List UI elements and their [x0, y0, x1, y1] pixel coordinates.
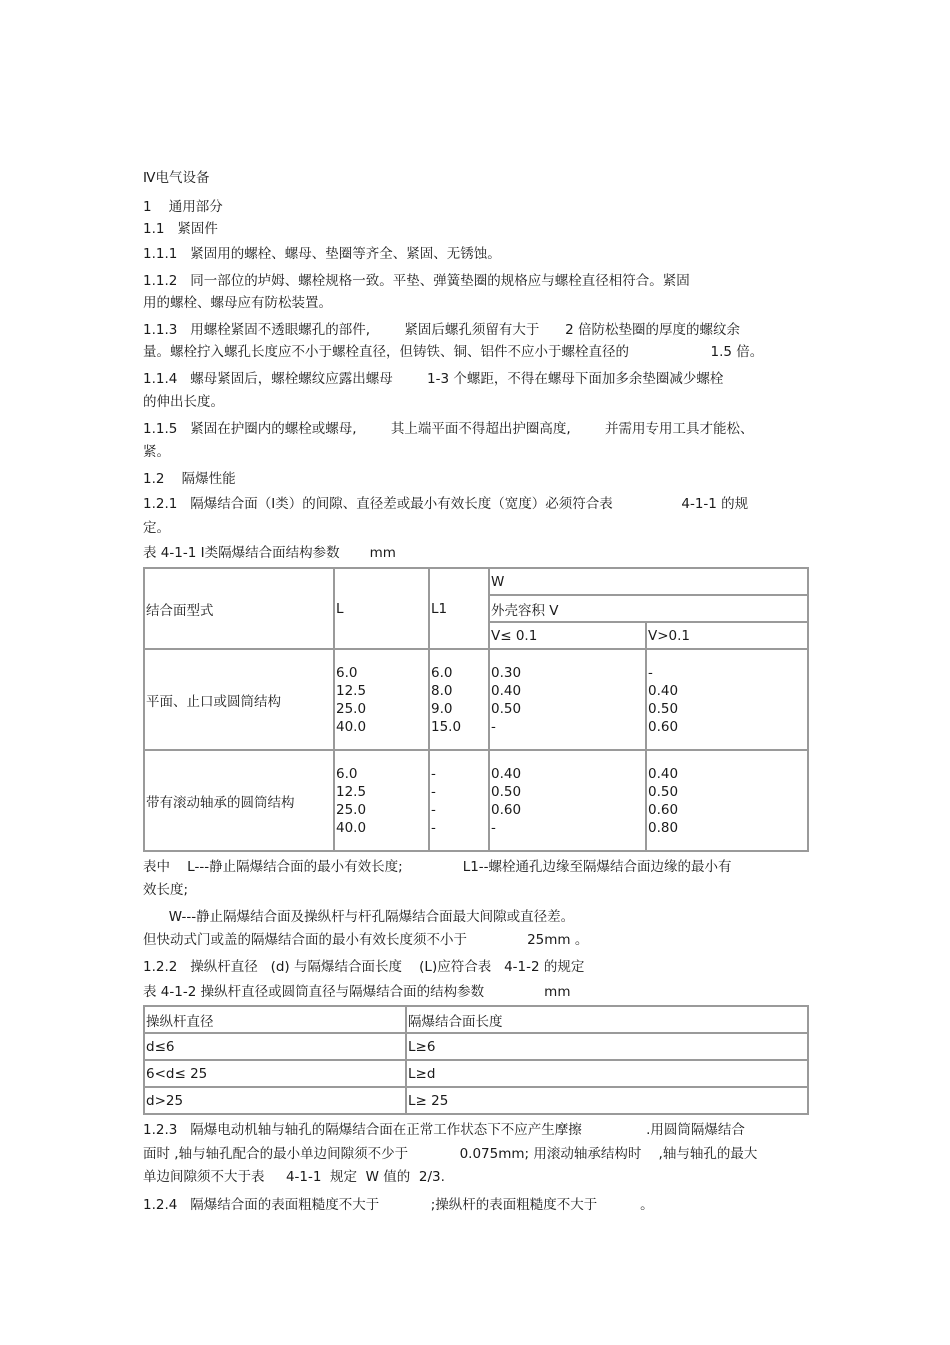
table-note-line2: 效长度;: [143, 882, 189, 898]
cell-w-small: 0.30: [491, 664, 522, 681]
paragraph-1-1-3-line1: 1.1.3 用螺栓紧固不透眼螺孔的部件, 紧固后螺孔须留有大于 2 倍防松垫圈的厚度的螺纹余: [143, 322, 740, 338]
cell-L: 40.0: [336, 718, 367, 735]
table-4-1-1-caption: 表 4-1-1 Ⅰ类隔爆结合面结构参数 mm: [143, 545, 396, 561]
cell-w-large: 0.50: [648, 700, 679, 717]
cell-L1: -: [431, 783, 436, 800]
paragraph-1-1-4-line2: 的伸出长度。: [143, 394, 224, 410]
paragraph-1-1-3-line2: 量。螺栓拧入螺孔长度应不小于螺栓直径，但铸铁、铜、铝件不应小于螺栓直径的 1.5 倍。: [143, 344, 764, 360]
group-name: 平面、止口或圆筒结构: [144, 649, 334, 750]
table-4-1-2-caption: 表 4-1-2 操纵杆直径或圆筒直径与隔爆结合面的结构参数 mm: [143, 984, 571, 1000]
table-row: [144, 1087, 808, 1114]
header-joint-type: 结合面型式: [144, 568, 334, 649]
header-L1: L1: [429, 568, 489, 649]
header-W: W: [489, 568, 808, 595]
cell-w-large: 0.40: [648, 765, 679, 782]
section-title-1: 1 通用部分: [143, 199, 223, 215]
header-volume-small: V≤ 0.1: [489, 622, 646, 649]
paragraph-1-2-1-line2: 定。: [143, 520, 170, 536]
header-joint-length: 隔爆结合面长度: [406, 1006, 808, 1033]
paragraph-1-2-3-line2: 面时 ,轴与轴孔配合的最小单边间隙须不少于 0.075mm; 用滚动轴承结构时 ,轴与轴孔的最大: [143, 1146, 758, 1162]
cell-L: 40.0: [336, 819, 367, 836]
cell-w-small: 0.40: [491, 682, 522, 699]
header-L: L: [334, 568, 429, 649]
table-note-line4: 但快动式门或盖的隔爆结合面的最小有效长度须不小于 25mm 。: [143, 932, 589, 948]
paragraph-1-2-3-line3: 单边间隙须不大于表 4-1-1 规定 W 值的 2/3.: [143, 1169, 445, 1185]
section-heading: Ⅳ电气设备: [143, 170, 210, 186]
cell-L1: -: [431, 801, 436, 818]
table-note-line1: 表中 L---静止隔爆结合面的最小有效长度; L1--螺栓通孔边缘至隔爆结合面边缘的最小有: [143, 859, 732, 875]
table-header-row: [144, 1006, 808, 1033]
cell-L1: 9.0: [431, 700, 453, 717]
cell-w-small: 0.60: [491, 801, 522, 818]
cell-L1: -: [431, 765, 436, 782]
section-title-1-1: 1.1 紧固件: [143, 221, 218, 237]
cell-w-large: 0.40: [648, 682, 679, 699]
header-rod-diameter: 操纵杆直径: [144, 1006, 406, 1033]
table-4-1-1: [143, 567, 809, 852]
cell-rod-diameter: d>25: [144, 1087, 406, 1114]
cell-L: 6.0: [336, 664, 358, 681]
cell-w-large: 0.50: [648, 783, 679, 800]
cell-L1: 8.0: [431, 682, 453, 699]
cell-L1: 6.0: [431, 664, 453, 681]
table-row: [144, 1033, 808, 1060]
cell-w-small: 0.50: [491, 700, 522, 717]
table-4-1-2: [143, 1005, 809, 1115]
paragraph-1-1-5-line2: 紧。: [143, 444, 170, 460]
cell-L: 12.5: [336, 682, 367, 699]
cell-w-small: 0.50: [491, 783, 522, 800]
table-note-line3: W---静止隔爆结合面及操纵杆与杆孔隔爆结合面最大间隙或直径差。: [143, 909, 575, 925]
cell-L1: 15.0: [431, 718, 462, 735]
cell-w-small: 0.40: [491, 765, 522, 782]
table-row: [144, 750, 808, 851]
cell-w-small: -: [491, 819, 496, 836]
cell-w-small: -: [491, 718, 496, 735]
cell-joint-length: L≥d: [406, 1060, 808, 1087]
paragraph-1-1-1: 1.1.1 紧固用的螺栓、螺母、垫圈等齐全、紧固、无锈蚀。: [143, 246, 501, 262]
paragraph-1-2-3-line1: 1.2.3 隔爆电动机轴与轴孔的隔爆结合面在正常工作状态下不应产生摩擦 .用圆筒隔爆结合: [143, 1122, 745, 1138]
header-volume-large: V>0.1: [646, 622, 808, 649]
cell-L: 12.5: [336, 783, 367, 800]
paragraph-1-1-5-line1: 1.1.5 紧固在护圈内的螺栓或螺母, 其上端平面不得超出护圈高度, 并需用专用工具才能松、: [143, 421, 754, 437]
paragraph-1-2-2: 1.2.2 操纵杆直径 (d) 与隔爆结合面长度 (L)应符合表 4-1-2 的规定: [143, 959, 585, 975]
paragraph-1-2-4: 1.2.4 隔爆结合面的表面粗糙度不大于 ;操纵杆的表面粗糙度不大于 。: [143, 1197, 654, 1213]
cell-w-large: 0.60: [648, 801, 679, 818]
paragraph-1-2-1-line1: 1.2.1 隔爆结合面（Ⅰ类）的间隙、直径差或最小有效长度（宽度）必须符合表 4-1-1 的规: [143, 496, 749, 512]
cell-rod-diameter: d≤6: [144, 1033, 406, 1060]
cell-L: 6.0: [336, 765, 358, 782]
cell-L: 25.0: [336, 801, 367, 818]
cell-rod-diameter: 6<d≤ 25: [144, 1060, 406, 1087]
table-row: [144, 1060, 808, 1087]
paragraph-1-1-2-line2: 用的螺栓、螺母应有防松装置。: [143, 295, 332, 311]
paragraph-1-1-2-line1: 1.1.2 同一部位的垆姆、螺栓规格一致。平垫、弹簧垫圈的规格应与螺栓直径相符合。紧固: [143, 273, 690, 289]
cell-joint-length: L≥ 25: [406, 1087, 808, 1114]
cell-w-large: -: [648, 664, 653, 681]
cell-w-large: 0.80: [648, 819, 679, 836]
cell-L1: -: [431, 819, 436, 836]
cell-w-large: 0.60: [648, 718, 679, 735]
cell-joint-length: L≥6: [406, 1033, 808, 1060]
header-volume: 外壳容积 V: [489, 595, 808, 622]
cell-L: 25.0: [336, 700, 367, 717]
section-title-1-2: 1.2 隔爆性能: [143, 471, 236, 487]
group-name: 带有滚动轴承的圆筒结构: [144, 750, 334, 851]
paragraph-1-1-4-line1: 1.1.4 螺母紧固后，螺栓螺纹应露出螺母 1-3 个螺距，不得在螺母下面加多余垫圈减少螺栓: [143, 371, 724, 387]
table-row: [144, 649, 808, 750]
